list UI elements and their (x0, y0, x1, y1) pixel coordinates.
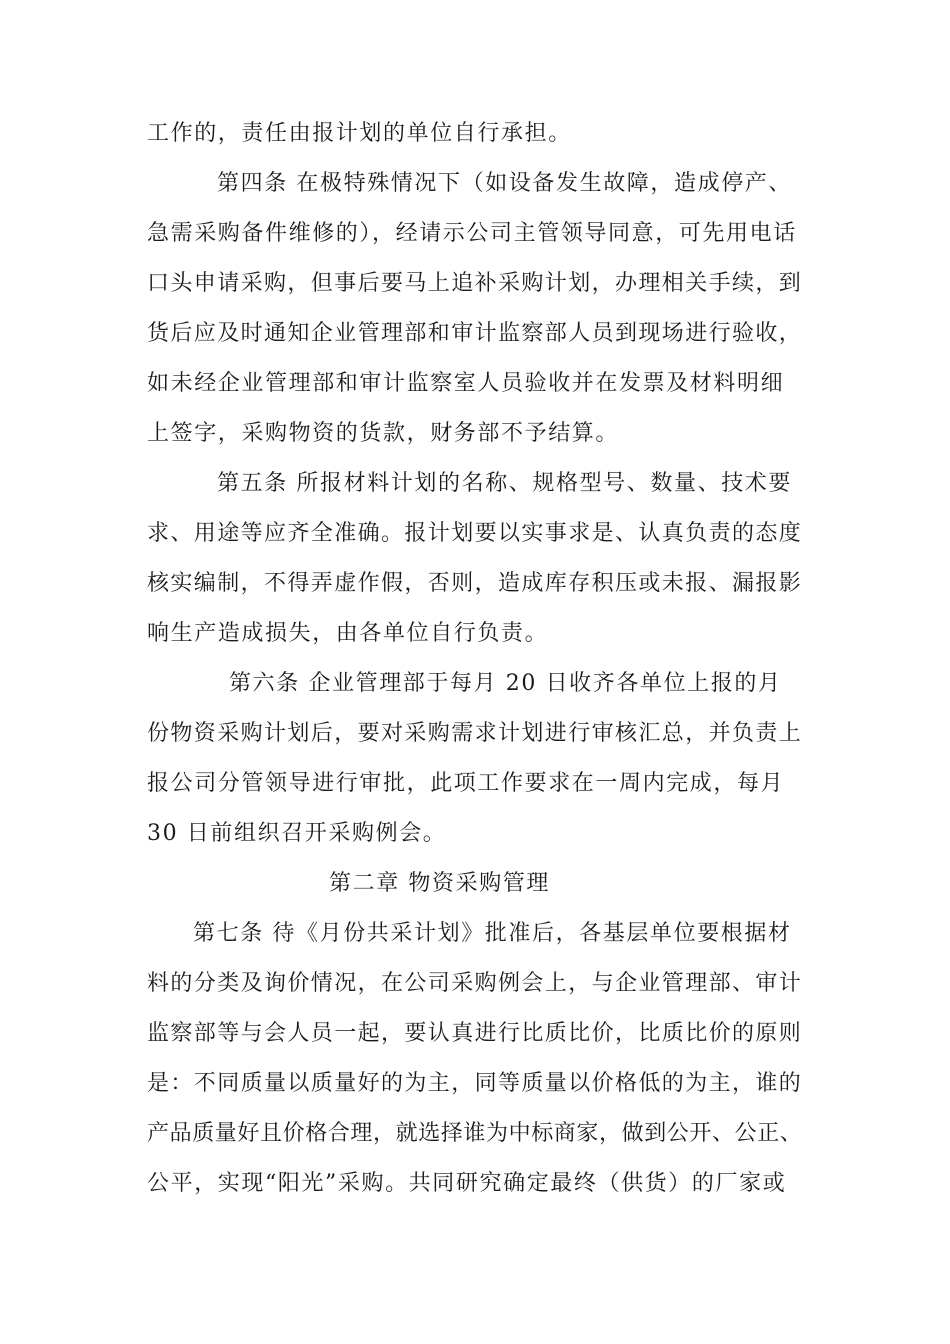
text-line: 响生产造成损失，由各单位自行负责。 (147, 621, 549, 646)
text-line: 30 日前组织召开采购例会。 (147, 821, 447, 846)
article-4-first-line: 第四条 在极特殊情况下（如设备发生故障，造成停产、 (217, 171, 792, 196)
text-line: 口头申请采购，但事后要马上追补采购计划，办理相关手续，到 (147, 271, 803, 296)
text-line: 如未经企业管理部和审计监察室人员验收并在发票及材料明细 (147, 371, 785, 396)
text-line: 货后应及时通知企业管理部和审计监察部人员到现场进行验收， (147, 321, 803, 346)
text-line: 份物资采购计划后，要对采购需求计划进行审核汇总，并负责上 (147, 721, 803, 746)
text-line: 求、用途等应齐全准确。报计划要以实事求是、认真负责的态度 (147, 521, 803, 546)
text-line: 报公司分管领导进行审批，此项工作要求在一周内完成，每月 (147, 771, 785, 796)
text-line: 急需采购备件维修的），经请示公司主管领导同意，可先用电话 (147, 221, 797, 246)
text-line: 核实编制，不得弄虚作假，否则，造成库存积压或未报、漏报影 (147, 571, 803, 596)
article-7-first-line: 第七条 待《月份共采计划》批准后，各基层单位要根据材 (193, 921, 792, 946)
article-5-first-line: 第五条 所报材料计划的名称、规格型号、数量、技术要 (217, 471, 792, 496)
text-line: 是：不同质量以质量好的为主，同等质量以价格低的为主，谁的 (147, 1071, 803, 1096)
text-line: 公平，实现“阳光”采购。共同研究确定最终（供货）的厂家或 (147, 1171, 787, 1196)
text-line: 料的分类及询价情况，在公司采购例会上，与企业管理部、审计 (147, 971, 803, 996)
text-line-continuation: 工作的，责任由报计划的单位自行承担。 (147, 121, 572, 146)
article-6-first-line: 第六条 企业管理部于每月 20 日收齐各单位上报的月 (229, 671, 782, 696)
text-line: 产品质量好且价格合理，就选择谁为中标商家，做到公开、公正、 (147, 1121, 803, 1146)
text-line: 监察部等与会人员一起，要认真进行比质比价，比质比价的原则 (147, 1021, 803, 1046)
text-line: 上签字，采购物资的货款，财务部不予结算。 (147, 421, 620, 446)
chapter-heading: 第二章 物资采购管理 (329, 871, 550, 896)
